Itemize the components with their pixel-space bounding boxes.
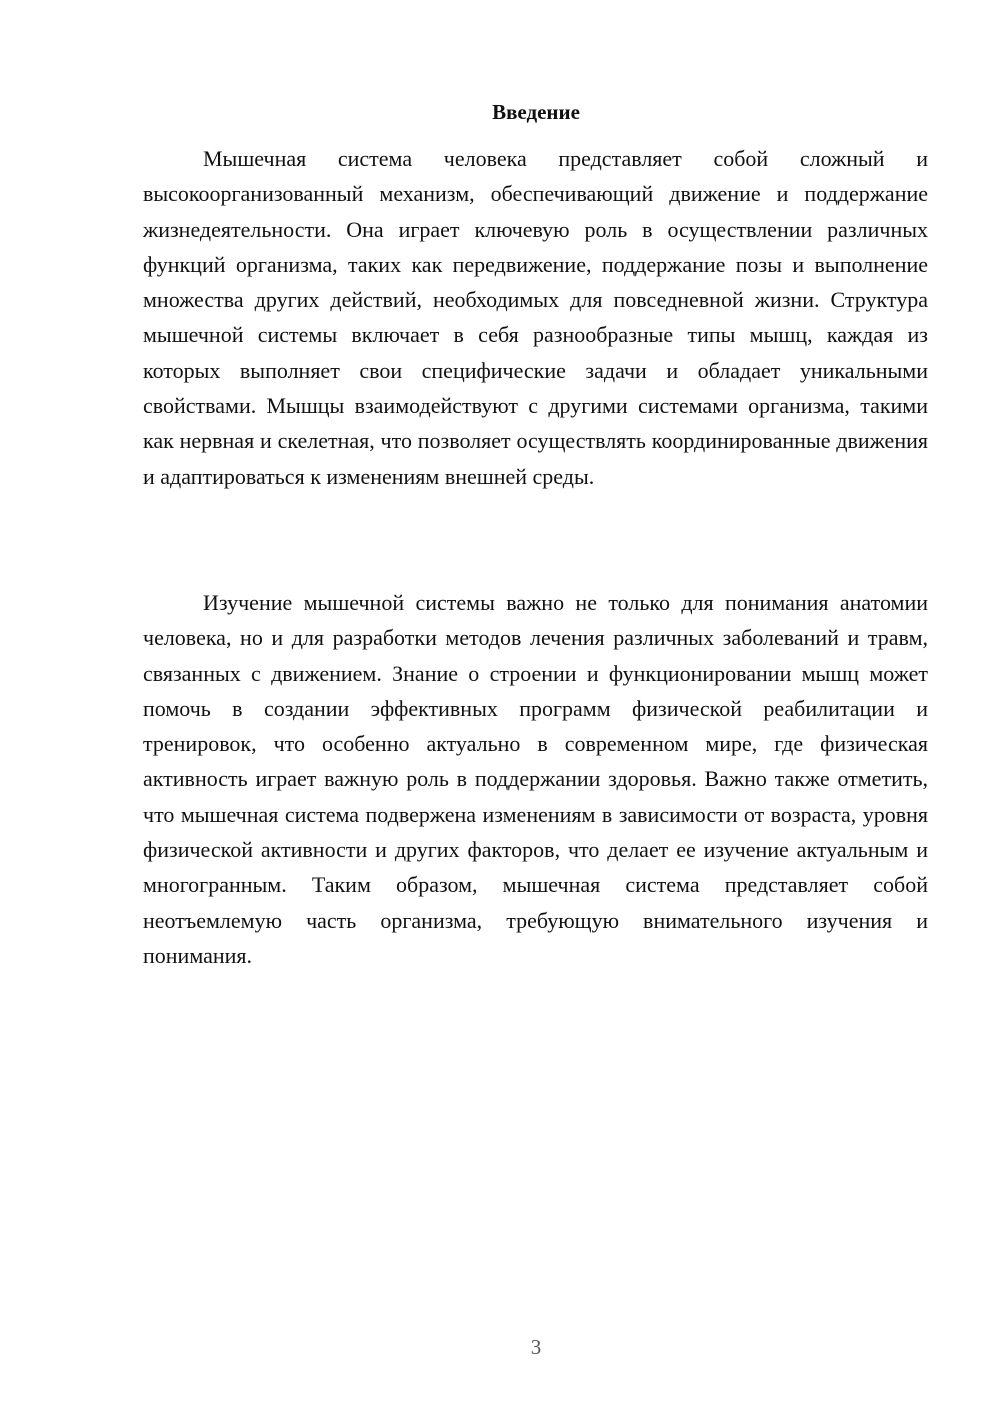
section-heading: Введение (492, 100, 580, 124)
body-paragraph-2: Изучение мышечной системы важно не только для понимания анатомии человека, но и для разработки методов лечения различных заболеваний и травм, связанных с движением. Знание о строении и функционировании мышц может помочь в создании эффективных программ физической реабилитации и тренировок, что особенно актуально в современном мире, где физическая активность играет важную роль в поддержании здоровья. Важно также отметить, что мышечная система подвержена изменениям в зависимости от возраста, уровня физической активности и других факторов, что делает ее изучение актуальным и многогранным. Таким образом, мышечная система представляет собой неотъемлемую часть организма, требующую внимательного изучения и понимания. (143, 590, 928, 968)
page-number: 3 (530, 1335, 542, 1359)
body-paragraph-1: Мышечная система человека представляет собой сложный и высокоорганизованный механизм, обеспечивающий движение и поддержание жизнедеятельности. Она играет ключевую роль в осуществлении различных функций организма, таких как передвижение, поддержание позы и выполнение множества других действий, необходимых для повседневной жизни. Структура мышечной системы включает в себя разнообразные типы мышц, каждая из которых выполняет свои специфические задачи и обладает уникальными свойствами. Мышцы взаимодействуют с другими системами организма, такими как нервная и скелетная, что позволяет осуществлять координированные движения и адаптироваться к изменениям внешней среды. (143, 146, 928, 489)
